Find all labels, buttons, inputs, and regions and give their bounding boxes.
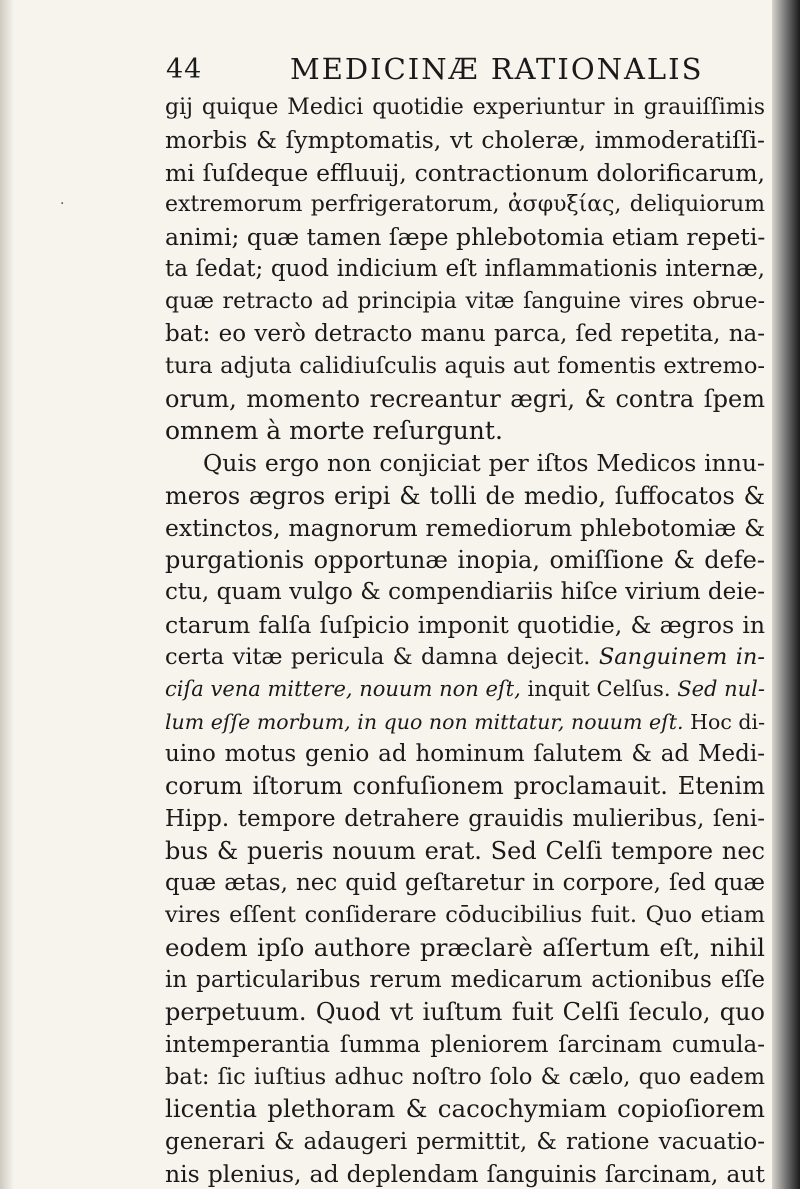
- text-segment: certa vitæ pericula & damna dejecit.: [165, 644, 591, 671]
- italic-quote: Sed nul-: [677, 677, 765, 702]
- text-segment: Hoc di-: [683, 709, 765, 734]
- text-line: in particularibus rerum medicarum actionibus eſſe: [165, 967, 765, 994]
- text-line: ctu, quam vulgo & compendiariis hiſce virium deie-: [165, 579, 765, 606]
- text-line: ta ſedat; quod indicium eſt inflammationis internæ,: [165, 256, 765, 283]
- body-text: [165, 92, 765, 1189]
- book-spine-shadow: [772, 0, 800, 1189]
- text-line: purgationis opportunæ inopia, omiſſione & defe-: [165, 546, 765, 575]
- text-line: perpetuum. Quod vt iuſtum fuit Celſi ſeculo, quo: [165, 998, 765, 1027]
- text-line: Hipp. tempore detrahere grauidis mulieribus, ſeni-: [165, 805, 765, 832]
- text-line: bus & pueris nouum erat. Sed Celſi tempore nec: [165, 836, 765, 865]
- text-line: tura adjuta calidiuſculis aquis aut fomentis extremo-: [165, 353, 765, 380]
- text-line: extremorum perfrigeratorum, ἀσφυξίας, deliquiorum: [165, 191, 765, 217]
- text-line: gij quique Medici quotidie experiuntur in grauiſſimis: [165, 95, 765, 120]
- text-line: quæ retracto ad principia vitæ ſanguine vires obrue-: [165, 288, 765, 314]
- text-line: corum iſtorum confuſionem proclamauit. Etenim: [165, 772, 765, 801]
- italic-quote: Sanguinem in-: [598, 644, 766, 671]
- text-line: [165, 641, 765, 673]
- margin-mark: ·: [60, 196, 65, 212]
- text-segment: inquit Celſus.: [520, 677, 678, 702]
- text-line: orum, momento recreantur ægri, & contra ſpem: [165, 384, 765, 413]
- text-line: omnem à morte reſurgunt.: [165, 415, 503, 445]
- text-line: bat: eo verò detracto manu parca, ſed repetita, na-: [165, 321, 765, 348]
- italic-quote: ciſa vena mittere, nouum non eſt,: [165, 677, 521, 702]
- text-line: extinctos, magnorum remediorum phlebotomiæ &: [165, 513, 765, 542]
- text-line: [165, 673, 765, 705]
- text-line: uino motus genio ad hominum ſalutem & ad Medi-: [165, 740, 765, 767]
- page-header: [160, 50, 720, 92]
- text-line: [165, 706, 765, 738]
- page-edge-shadow: [0, 0, 14, 1189]
- text-line: eodem ipſo authore præclarè aſſertum eſt, nihil: [165, 932, 765, 962]
- text-line: meros ægros eripi & tolli de medio, ſuffocatos &: [165, 481, 765, 510]
- text-line: licentia plethoram & cacochymiam copioſiorem: [165, 1094, 765, 1124]
- text-line: intemperantia ſumma pleniorem ſarcinam cumula-: [165, 1031, 765, 1058]
- text-line: animi; quæ tamen ſæpe phlebotomia etiam repeti-: [165, 223, 766, 252]
- text-line: generari & adaugeri permittit, & ratione vacuatio-: [165, 1128, 765, 1155]
- italic-quote: lum eſſe morbum, in quo non mittatur, nouum eſt.: [165, 709, 684, 734]
- page-number: 44: [166, 54, 203, 85]
- text-line: mi ſuſdeque effluuij, contractionum dolorificarum,: [165, 158, 765, 187]
- text-line: nis plenius, ad deplendam ſanguinis ſarcinam, aut: [165, 1159, 765, 1188]
- text-line: bat: ſic iuſtius adhuc noſtro ſolo & cælo, quo eadem: [165, 1063, 765, 1090]
- text-line: vires eſſent conſiderare cōducibilius fuit. Quo etiam: [165, 902, 765, 929]
- running-head: MEDICINÆ RATIONALIS: [290, 52, 704, 86]
- text-line: Quis ergo non conjiciat per iſtos Medicos innu-: [203, 449, 765, 478]
- text-line: quæ ætas, nec quid geſtaretur in corpore, ſed quæ: [165, 870, 765, 897]
- text-line: ctarum falſa ſuſpicio imponit quotidie, & ægros in: [165, 610, 765, 639]
- text-line: morbis & ſymptomatis, vt choleræ, immoderatiſſi-: [165, 126, 765, 155]
